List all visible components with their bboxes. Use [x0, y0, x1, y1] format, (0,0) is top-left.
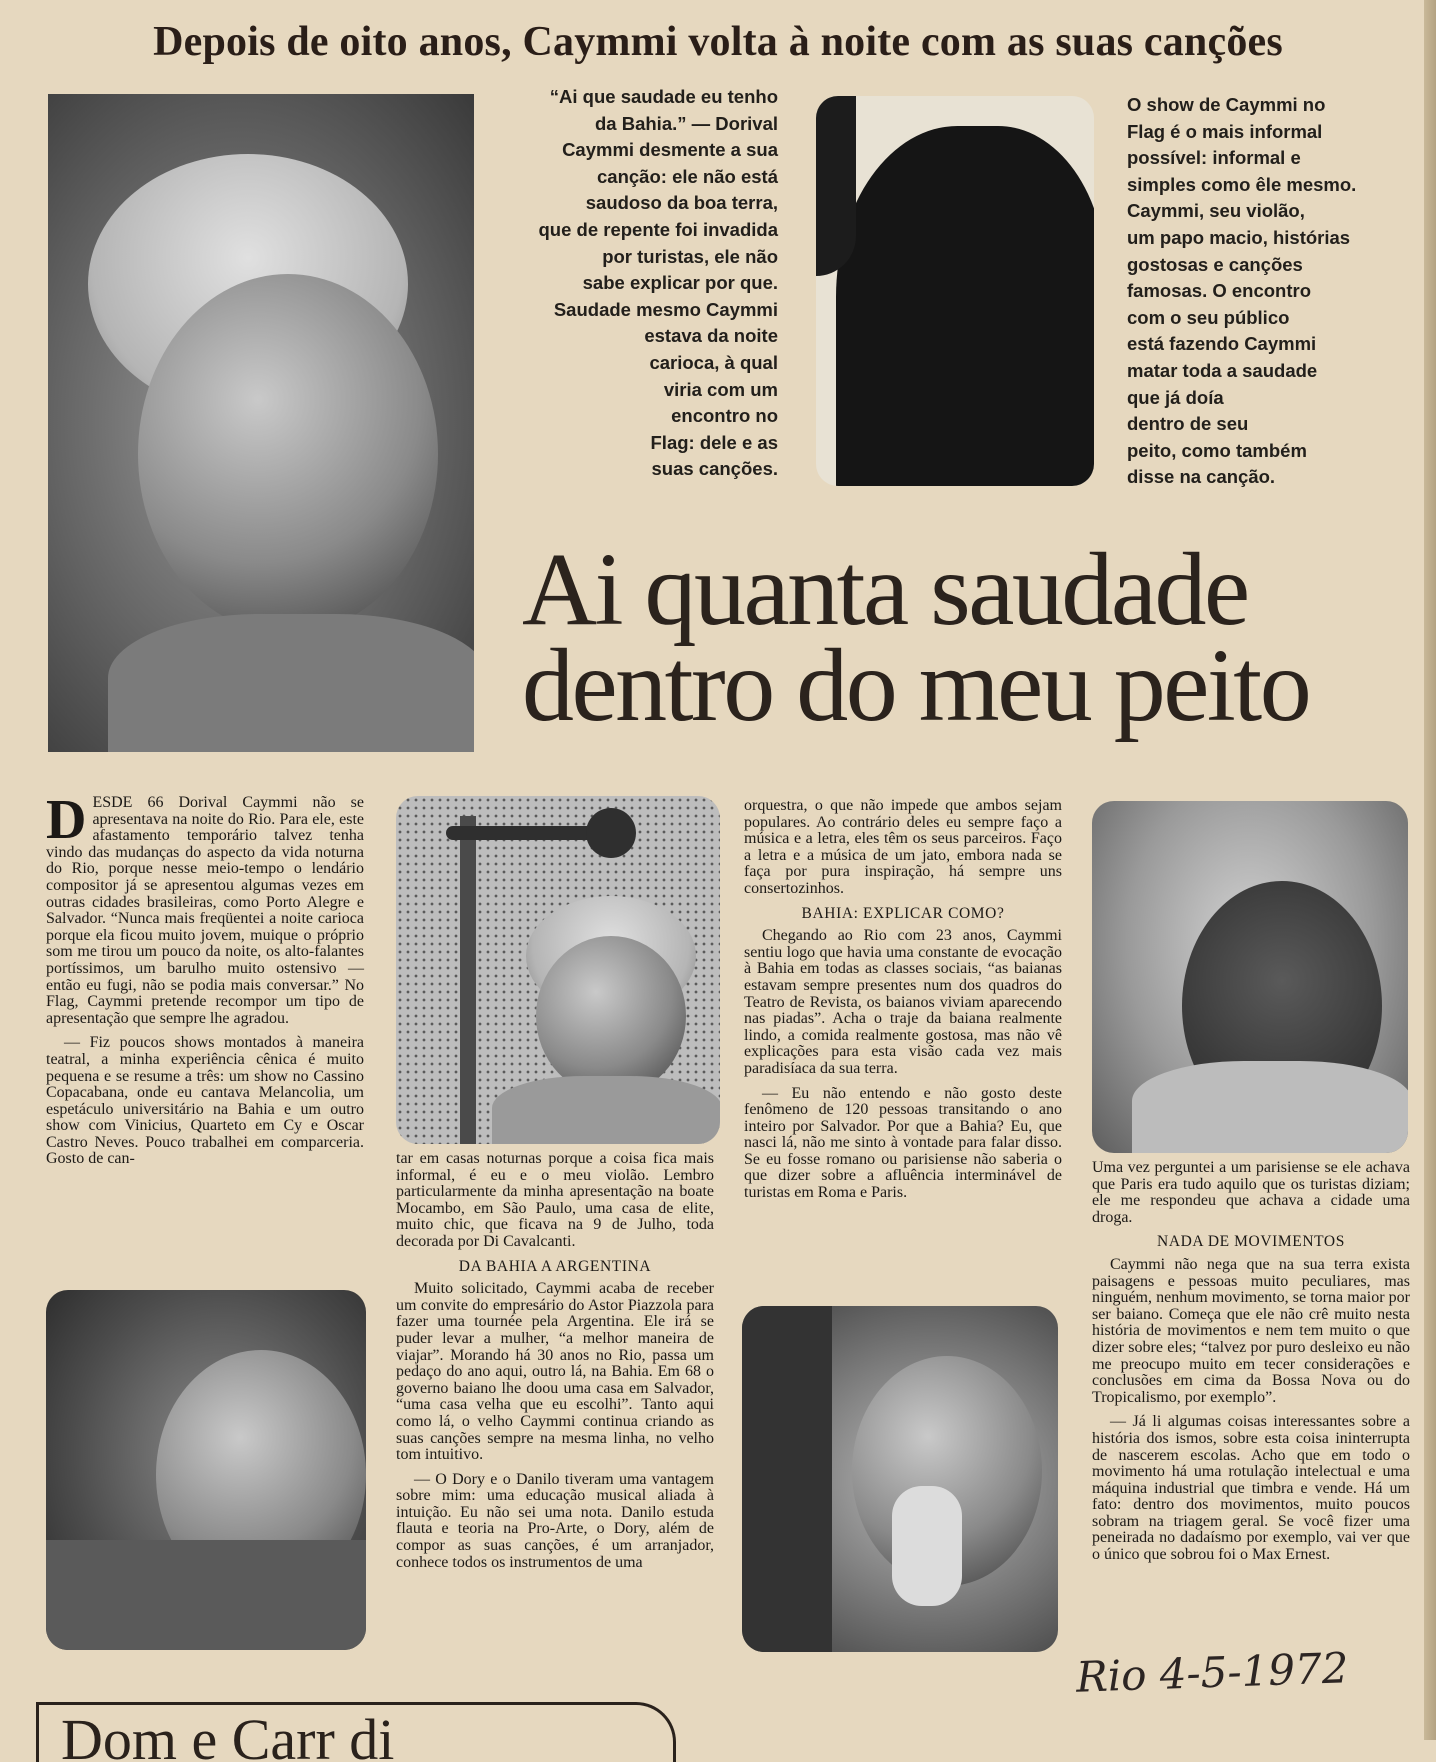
intro-right: O show de Caymmi no Flag é o mais informal possível: informal e simples como êle mesmo. Caymmi, seu violão, um papo macio, histórias gostosas e canções famosas. O encontro com o seu público está fazendo Caymmi matar toda a saudade que já doía dentro de seu peito, como também disse na canção. [1127, 94, 1357, 488]
main-title-line-1: Ai quanta saudade [522, 532, 1248, 647]
intro-left: “Ai que saudade eu tenho da Bahia.” — Dorival Caymmi desmente a sua canção: ele não está saudoso da boa terra, que de repente foi invadida por turistas, ele não sabe explicar por que. Saudade mesmo Caymmi estava da noite carioca, à qual viria com um encontro no Flag: dele e as suas canções. [538, 86, 778, 480]
article-column-2: tar em casas noturnas porque a coisa fica mais informal, é eu e o meu violão. Lembro particularmente da minha apresentação na boate Mocambo, em São Paulo, uma casa de elite, muito chic, que ficava na 9 de Julho, toda decorada por Di Cavalcanti. DA BAHIA A ARGENTINA Muito solicitado, Caymmi acaba de receber um convite do empresário do Astor Piazzola para fazer uma tournée pela Argentina. Ele irá se puder levar a mulher, “a melhor maneira de viajar”. Morando há 30 anos no Rio, passa um pedaço do ano aqui, outro lá, na Bahia. Em 68 o governo baiano lhe doou uma casa em Salvador, “uma casa velha que eu escolhi”. Tanto aqui como lá, o velho Caymmi continua criando as suas canções sempre na mesma linha, no velho tom intuitivo. — O Dory e o Danilo tiveram uma vantagem sobre mim: uma educação musical aliada à intuição. Eu não sei uma nota. Danilo estuda flauta e teoria na Pro-Arte, o Dory, além de compor as suas canções, é um arranjador, conhece todos os instrumentos de uma [396, 1150, 714, 1571]
main-title [522, 532, 1310, 743]
drop-cap: D [46, 789, 87, 851]
next-article-headline: Dom e Carr di [36, 1702, 676, 1762]
photo-caymmi-portrait [48, 94, 474, 752]
photo-caymmi-microphone [396, 796, 720, 1144]
subhead-da-bahia-a-argentina: DA BAHIA A ARGENTINA [458, 1257, 652, 1275]
article-column-4: Uma vez perguntei a um parisiense se ele achava que Paris era tudo aquilo que os turistas diziam; ele me respondeu que achava a cidade uma droga. NADA DE MOVIMENTOS Caymmi não nega que na sua terra exista paisagens e pessoas muito peculiares, mas ninguém, nenhum movimento, se torna maior por ser baiano. Começa que ele não crê muito nesta história de movimentos e nem tem muito o que dizer sobre eles; “talvez por puro desleixo eu não me preocupo muito em tecer considerações e conclusões em cima da Bossa Nova ou do Tropicalismo, por exemplo”. — Já li algumas coisas interessantes sobre a história dos ismos, sobre esta coisa ininterrupta de nascerem escolas. Acho que em todo o movimento há uma rotulação intelectual e uma máquina industrial que timbra e vende. Há um fato: dentro dos movimentos, muito poucos sobram na triagem geral. Se você fizer uma peneirada no dadaísmo por exemplo, vai ver que o único que sobrou foi o Max Ernest. [1092, 1159, 1410, 1564]
article-column-1: DESDE 66 Dorival Caymmi não se apresentava na noite do Rio. Para ele, este afastamento temporário talvez tenha vindo das mudanças do aspecto da vida noturna do Rio, porque nesse meio-tempo o lendário compositor já se apresentou algumas vezes em outras cidades brasileiras, como Porto Alegre e Salvador. “Nunca mais freqüentei a noite carioca porque ela ficou muito jovem, muique o próprio som me tirou um pouco da noite, os alto-falantes portíssimos, um barulho muito ostensivo — então eu fugi, não se podia mais conversar.” No Flag, Caymmi pretende recompor um tipo de apresentação que sempre lhe agradou. — Fiz poucos shows montados à maneira teatral, a minha experiência cênica é muito pequena e se resume a três: um show no Cassino Copacabana, onde eu cantava Melancolia, um espetáculo universitário na Bahia e um outro show com Vinicius, Quarteto em Cy e Oscar Castro Neves. Pouco trabalhei em comparceria. Gosto de can- [46, 789, 364, 1168]
photo-caymmi-hand-on-face [742, 1306, 1058, 1652]
photo-caymmi-profile [46, 1290, 366, 1650]
photo-caymmi-silhouette [816, 96, 1094, 486]
headline: Depois de oito anos, Caymmi volta à noite com as suas canções [153, 19, 1283, 65]
photo-caymmi-back-view [1092, 801, 1408, 1153]
paper-edge [1424, 0, 1436, 1740]
main-title-line-2: dentro do meu peito [522, 628, 1310, 743]
subhead-nada-de-movimentos: NADA DE MOVIMENTOS [1157, 1233, 1345, 1251]
subhead-bahia-explicar-como: BAHIA: EXPLICAR COMO? [801, 904, 1005, 922]
handwritten-date: Rio 4-5-1972 [1075, 1643, 1350, 1702]
article-column-3: orquestra, o que não impede que ambos sejam populares. Ao contrário deles eu sempre faço a música e a letra, eles têm os seus parceiros. Faço a letra e a música de um jato, embora nada se faça por pura inspiração, há sempre uns consertozinhos. BAHIA: EXPLICAR COMO? Chegando ao Rio com 23 anos, Caymmi sentiu logo que havia uma constante de evocação à Bahia em todas as classes sociais, “as baianas estavam sempre presentes num dos quadros do Teatro de Revista, os baianos viviam aparecendo nas piadas”. Acha o traje da baiana realmente lindo, a comida realmente gostosa, mas não vê explicações para esta visão cada vez mais paradisíaca da sua terra. — Eu não entendo e não gosto deste fenômeno de 120 pessoas transitando o ano inteiro por Salvador. Por que a Bahia? Eu, que nasci lá, não me sinto à vontade para falar disso. Se eu fosse romano ou parisiense não saberia o que dizer sobre a afluência interminável de turistas em Roma e Paris. [744, 797, 1062, 1202]
